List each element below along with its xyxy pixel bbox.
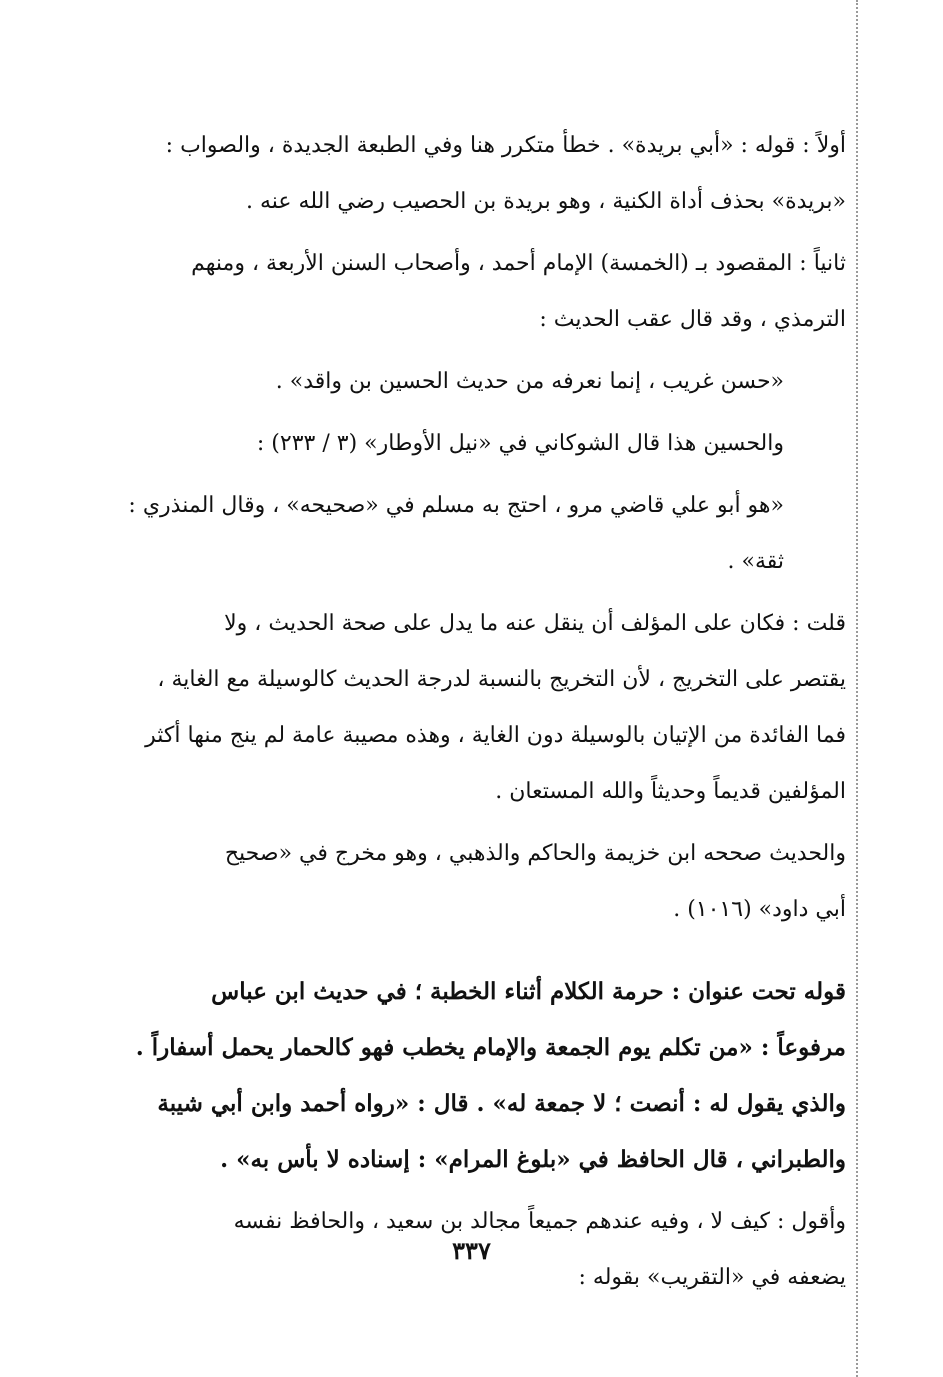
text-line: ثقة» . (727, 549, 784, 574)
text-line: يقتصر على التخريج ، لأن التخريج بالنسبة لدرجة الحديث كالوسيلة مع الغاية ، (157, 667, 846, 692)
text-line: «بريدة» بحذف أداة الكنية ، وهو بريدة بن الحصيب رضي الله عنه . (245, 189, 846, 214)
text-line: يضعفه في «التقريب» بقوله : (578, 1265, 846, 1290)
paragraph-hadith-grading (100, 826, 846, 938)
paragraph-shawkani-reference (100, 416, 846, 472)
text-line: قلت : فكان على المؤلف أن ينقل عنه ما يدل على صحة الحديث ، ولا (224, 611, 846, 636)
text-line: أولاً : قوله : «أبي بريدة» . خطأ متكرر هنا وفي الطبعة الجديدة ، والصواب : (165, 133, 846, 158)
text-line: «هو أبو علي قاضي مرو ، احتج به مسلم في «صحيحه» ، وقال المنذري : (128, 493, 784, 518)
paragraph-quoted-heading (100, 964, 846, 1188)
page-number: ٣٣٧ (452, 1236, 491, 1265)
text-line: أبي داود» (١٠١٦) . (673, 897, 846, 922)
text-line: مرفوعاً : «من تكلم يوم الجمعة والإمام يخطب فهو كالحمار يحمل أسفاراً . (135, 1034, 846, 1061)
paragraph-secondly (100, 236, 846, 348)
text-line: ثانياً : المقصود بـ (الخمسة) الإمام أحمد ، وأصحاب السنن الأربعة ، ومنهم (191, 251, 846, 276)
text-line: والحسين هذا قال الشوكاني في «نيل الأوطار» (٣ / ٢٣٣) : (256, 431, 784, 456)
text-line: والحديث صححه ابن خزيمة والحاكم والذهبي ، وهو مخرج في «صحيح (224, 841, 846, 866)
text-line: وأقول : كيف لا ، وفيه عندهم جميعاً مجالد بن سعيد ، والحافظ نفسه (233, 1209, 846, 1234)
text-line: فما الفائدة من الإتيان بالوسيلة دون الغاية ، وهذه مصيبة عامة لم ينج منها أكثر (145, 723, 846, 748)
paragraph-comment (100, 596, 846, 820)
paragraph-firstly (100, 118, 846, 230)
section-gap (100, 944, 846, 964)
paragraph-shawkani-quote (100, 478, 846, 590)
page-edge-dotted-rule (856, 0, 858, 1377)
text-line: قوله تحت عنوان : حرمة الكلام أثناء الخطبة ؛ في حديث ابن عباس (211, 978, 846, 1005)
text-line: والذي يقول له : أنصت ؛ لا جمعة له» . قال : «رواه أحمد وابن أبي شيبة (157, 1090, 846, 1117)
page-body (100, 118, 846, 1312)
paragraph-tirmidhi-quote (100, 354, 846, 410)
text-line: المؤلفين قديماً وحديثاً والله المستعان . (495, 779, 846, 804)
text-line: «حسن غريب ، إنما نعرفه من حديث الحسين بن واقد» . (275, 369, 784, 394)
text-line: الترمذي ، وقد قال عقب الحديث : (539, 307, 846, 332)
text-line: والطبراني ، قال الحافظ في «بلوغ المرام» : إسناده لا بأس به» . (220, 1146, 846, 1173)
